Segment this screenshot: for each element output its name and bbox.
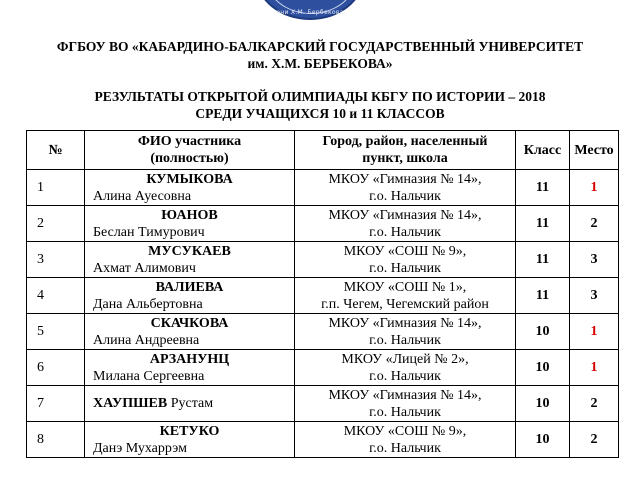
- participant-surname: АРЗАНУНЦ: [149, 351, 230, 367]
- university-name: ФГБОУ ВО «КАБАРДИНО-БАЛКАРСКИЙ ГОСУДАРСТВЕННЫЙ УНИВЕРСИТЕТ: [56, 39, 584, 54]
- participant-name: [85, 206, 295, 242]
- results-title-line2: СРЕДИ УЧАЩИХСЯ 10 и 11 КЛАССОВ: [195, 106, 445, 121]
- col-header-school-line1: Город, район, населенный: [322, 134, 488, 149]
- school-location: г.о. Нальчик: [369, 188, 441, 204]
- row-num: 7: [27, 386, 85, 422]
- school-name: МКОУ «СОШ № 9»,: [343, 243, 467, 259]
- school-location: г.о. Нальчик: [369, 260, 441, 276]
- participant-name: [85, 314, 295, 350]
- school-name: МКОУ «Гимназия № 14»,: [328, 387, 482, 403]
- col-header-name: [85, 131, 295, 170]
- place-cell: 3: [570, 278, 619, 314]
- col-header-name-line2: (полностью): [150, 151, 229, 166]
- class-cell: 11: [516, 206, 570, 242]
- school-name: МКОУ «СОШ № 1»,: [343, 279, 467, 295]
- school-cell: [295, 242, 516, 278]
- place-cell: 1: [570, 314, 619, 350]
- row-num: 8: [27, 422, 85, 458]
- participant-name: [85, 278, 295, 314]
- participant-given-name: Милана Сергеевна: [93, 368, 205, 384]
- class-cell: 10: [516, 422, 570, 458]
- row-num: 4: [27, 278, 85, 314]
- table-row: [27, 242, 619, 278]
- participant-given-name: Ахмат Алимович: [93, 260, 196, 276]
- participant-surname: ЮАНОВ: [161, 207, 218, 223]
- participant-name: [85, 170, 295, 206]
- col-header-school: [295, 131, 516, 170]
- table-row: [27, 314, 619, 350]
- participant-given-name: Рустам: [170, 396, 214, 411]
- row-num: 6: [27, 350, 85, 386]
- class-cell: 11: [516, 170, 570, 206]
- class-cell: 10: [516, 314, 570, 350]
- participant-surname: КЕТУКО: [159, 423, 220, 439]
- place-cell: 1: [570, 350, 619, 386]
- place-cell: 3: [570, 242, 619, 278]
- class-cell: 11: [516, 242, 570, 278]
- results-title: [0, 88, 640, 122]
- results-table: [26, 130, 619, 458]
- table-row: [27, 170, 619, 206]
- table-header-row: [27, 131, 619, 170]
- participant-name: [85, 422, 295, 458]
- results-title-line1: РЕЗУЛЬТАТЫ ОТКРЫТОЙ ОЛИМПИАДЫ КБГУ ПО ИСТОРИИ – 2018: [94, 89, 546, 104]
- participant-surname: СКАЧКОВА: [150, 315, 229, 331]
- school-name: МКОУ «СОШ № 9»,: [343, 423, 467, 439]
- table-row: [27, 350, 619, 386]
- school-cell: [295, 386, 516, 422]
- participant-surname: МУСУКАЕВ: [148, 243, 231, 259]
- row-num: 1: [27, 170, 85, 206]
- school-name: МКОУ «Лицей № 2»,: [341, 351, 469, 367]
- school-location: г.о. Нальчик: [369, 404, 441, 420]
- place-cell: 2: [570, 386, 619, 422]
- school-cell: [295, 350, 516, 386]
- table-row: [27, 278, 619, 314]
- participant-given-name: Алина Ауесовна: [93, 188, 192, 204]
- row-num: 5: [27, 314, 85, 350]
- school-location: г.п. Чегем, Чегемский район: [321, 296, 489, 312]
- school-location: г.о. Нальчик: [369, 440, 441, 456]
- col-header-name-line1: ФИО участника: [137, 134, 242, 149]
- participant-given-name: Алина Андреевна: [93, 332, 200, 348]
- participant-name: [85, 242, 295, 278]
- logo-text: ени Х.М. Бербекова: [276, 9, 344, 16]
- col-header-school-line2: пункт, школа: [362, 151, 448, 166]
- table-row: [27, 206, 619, 242]
- university-name-suffix: им. Х.М. БЕРБЕКОВА»: [247, 56, 393, 71]
- school-cell: [295, 278, 516, 314]
- school-cell: [295, 314, 516, 350]
- place-cell: 2: [570, 206, 619, 242]
- col-header-class: Класс: [516, 131, 570, 170]
- participant-given-name: Данэ Мухаррэм: [93, 440, 187, 456]
- table-row: [27, 386, 619, 422]
- participant-given-name: Беслан Тимурович: [93, 224, 205, 240]
- place-cell: 1: [570, 170, 619, 206]
- col-header-num: №: [27, 131, 85, 170]
- school-location: г.о. Нальчик: [369, 368, 441, 384]
- participant-given-name: Дана Альбертовна: [93, 296, 203, 312]
- university-logo: [256, 0, 364, 20]
- col-header-place: Место: [570, 131, 619, 170]
- row-num: 2: [27, 206, 85, 242]
- school-name: МКОУ «Гимназия № 14»,: [328, 207, 482, 223]
- participant-name: [85, 386, 295, 422]
- participant-surname: ХАУПШЕВ: [93, 396, 168, 411]
- row-num: 3: [27, 242, 85, 278]
- school-location: г.о. Нальчик: [369, 224, 441, 240]
- university-header: [0, 38, 640, 72]
- participant-surname: ВАЛИЕВА: [155, 279, 224, 295]
- school-cell: [295, 422, 516, 458]
- class-cell: 11: [516, 278, 570, 314]
- participant-surname: КУМЫКОВА: [146, 171, 233, 187]
- school-cell: [295, 206, 516, 242]
- school-name: МКОУ «Гимназия № 14»,: [328, 315, 482, 331]
- place-cell: 2: [570, 422, 619, 458]
- table-row: [27, 422, 619, 458]
- class-cell: 10: [516, 386, 570, 422]
- participant-name: [85, 350, 295, 386]
- school-name: МКОУ «Гимназия № 14»,: [328, 171, 482, 187]
- class-cell: 10: [516, 350, 570, 386]
- school-cell: [295, 170, 516, 206]
- school-location: г.о. Нальчик: [369, 332, 441, 348]
